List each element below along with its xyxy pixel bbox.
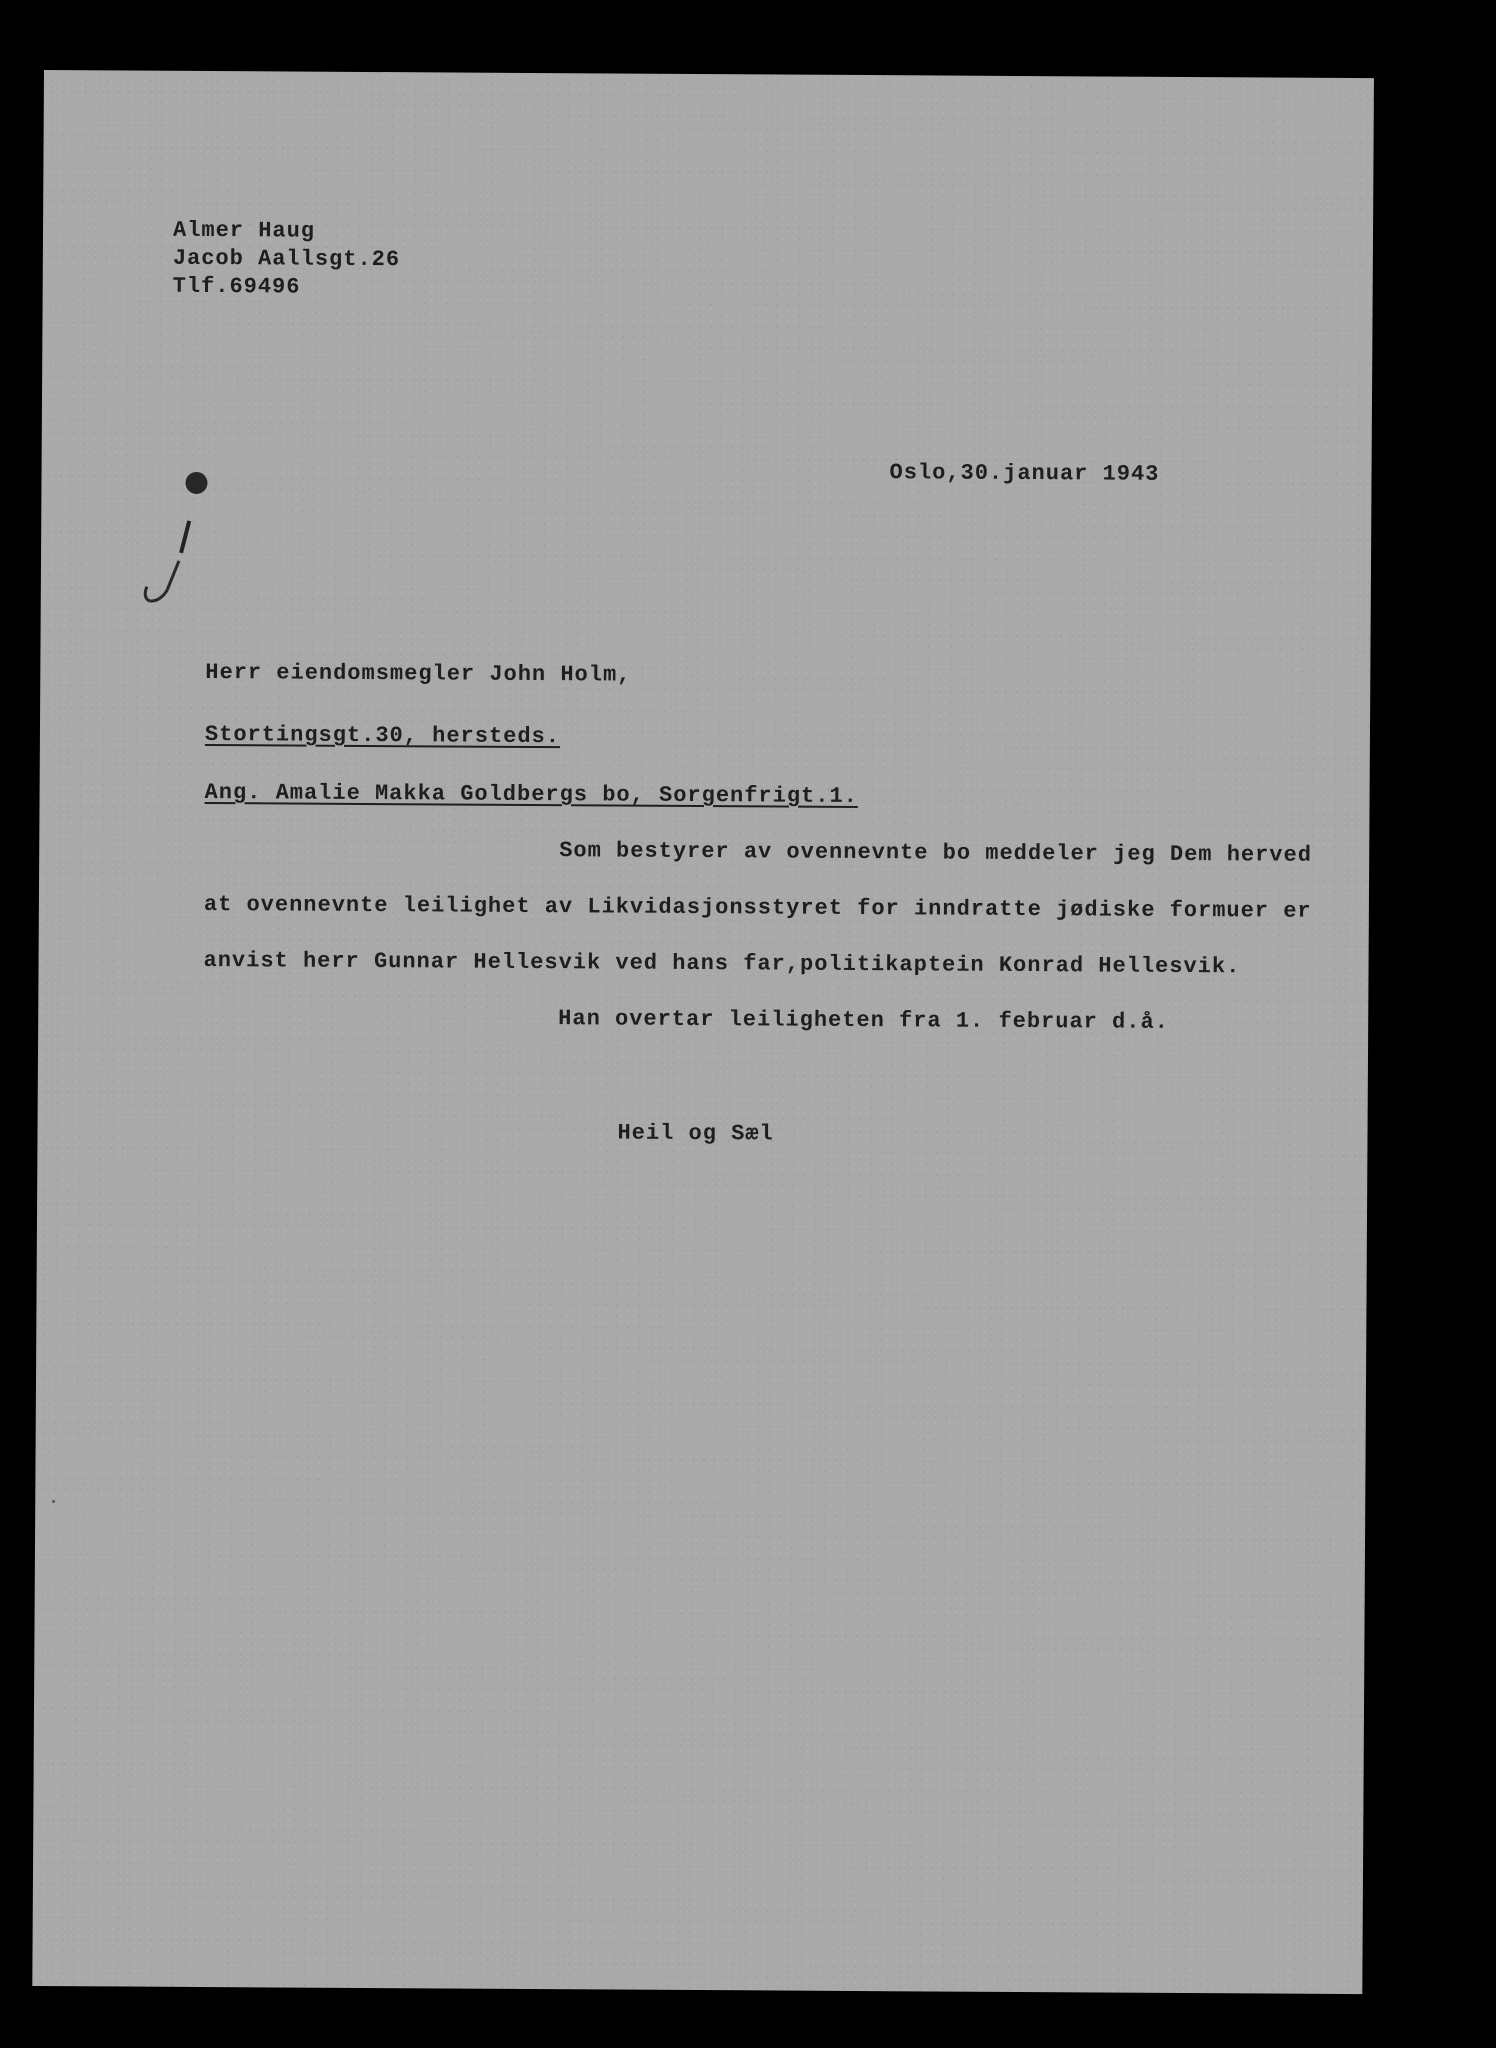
ink-blot-mark (141, 461, 232, 622)
sender-phone: Tlf.69496 (172, 273, 301, 300)
dust-speck (52, 1500, 55, 1503)
recipient-line-2: Stortingsgt.30, hersteds. (204, 721, 561, 750)
letter-date: Oslo,30.januar 1943 (889, 460, 1160, 487)
body-line-4: Han overtar leiligheten fra 1. februar d.å. (558, 1006, 1169, 1035)
body-line-2: at ovennevnte leilighet av Likvidasjonsstyret for inndratte jødiske formuer er (203, 891, 1312, 924)
body-line-1: Som bestyrer av ovennevnte bo meddeler jeg Dem herved (559, 838, 1313, 868)
letter-sheet (32, 70, 1374, 1994)
closing-salutation: Heil og Sæl (617, 1120, 774, 1147)
sender-name: Almer Haug (172, 217, 316, 244)
body-line-3: anvist herr Gunnar Hellesvik ved hans far,politikaptein Konrad Hellesvik. (203, 947, 1241, 980)
sender-address: Jacob Aallsgt.26 (172, 245, 401, 273)
subject-line: Ang. Amalie Makka Goldbergs bo, Sorgenfrigt.1. (204, 779, 858, 809)
recipient-line-1: Herr eiendomsmegler John Holm, (205, 659, 632, 688)
